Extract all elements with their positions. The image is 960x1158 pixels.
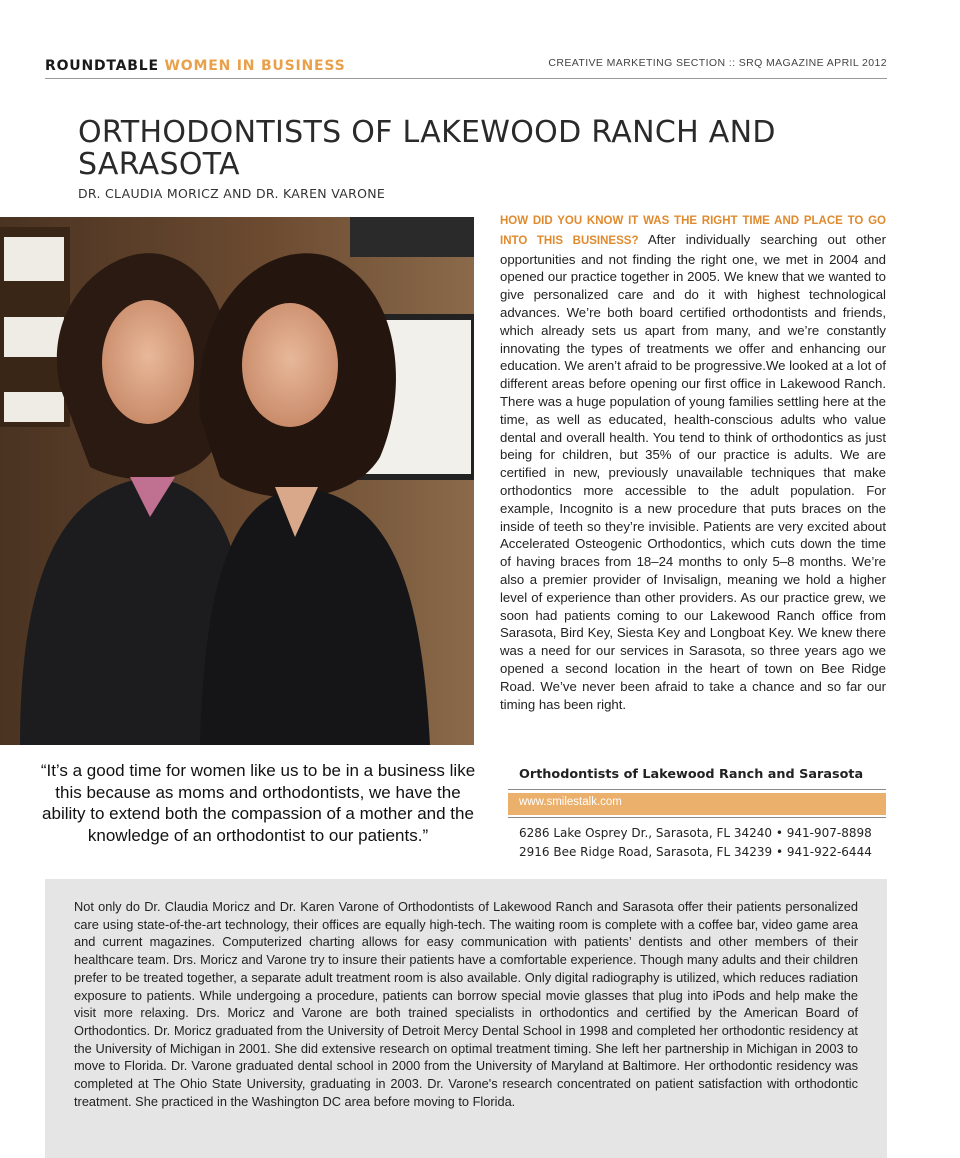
website-link[interactable]: www.smilestalk.com <box>519 796 622 808</box>
card-divider <box>508 789 886 790</box>
address-lakewood: 6286 Lake Osprey Dr., Sarasota, FL 34240 • 941-907-8898 <box>519 826 872 840</box>
article-answer: After individually searching out other opportunities and not finding the right one, we met in 2004 and opened our practice together in 2005. We knew that we wanted to give personalized care and do it with highest technological advances. We’re both board certified orthodontists and friends, which already sets us apart from many, and we’re constantly innovating the types of treatments we offer and enhancing our education. We aren’t afraid to be progressive.We looked at a lot of different areas before opening our first office in Lakewood Ranch. There was a huge population of young families settling here at the time, as well as educated, health-conscious adults who value dental and overall health. You tend to think of orthodontics as just being for children, but 35% of our practice is adults. We are certified in new, previously unavailable techniques that make orthodontics more accessible to the adult population. For example, Incognito is a new procedure that puts braces on the inside of teeth so they’re invisible. Patients are very excited about Accelerated Osteogenic Orthodontics, which cuts down the time of having braces from 18–24 months to only 5–8 months. We’re also a premier provider of Invisalign, meaning we hold a higher level of experience than other providers. As our practice grew, we soon had patients coming to our Lakewood Ranch office from Sarasota, Bird Key, Siesta Key and Longboat Key. We knew there was a need for our services in Sarasota, so three years ago we opened a second location in the heart of town on Bee Ridge Road. We’ve never been afraid to take a chance and so far our timing has been right. <box>500 231 886 712</box>
section-label <box>45 58 346 74</box>
article-body <box>500 211 886 713</box>
website-band <box>508 793 886 815</box>
sidebar-text: Not only do Dr. Claudia Moricz and Dr. Karen Varone of Orthodontists of Lakewood Ranch and Sarasota offer their patients personalized care using state-of-the-art technology, their offices are equally high-tech. The waiting room is complete with a coffee bar, video game area and current magazines. Computerized charting allows for easy communication with patients’ dentists and other members of their healthcare team. Drs. Moricz and Varone try to insure their patients have a comfortable experience. Though many adults and their children prefer to be treated together, a separate adult treatment room is also available. Only digital radiography is utilized, which reduces radiation exposure to patients. While undergoing a procedure, patients can borrow special movie glasses that plug into iPods and help make the visit more relaxing. Drs. Moricz and Varone are both trained specialists in orthodontics and certified by the American Board of Orthodontics. Dr. Moricz graduated from the University of Detroit Mercy Dental School in 1998 and completed her orthodontic residency at the University of Michigan in 2001. She did extensive research on optimal treatment timing. She left her partnership in Michigan in 2003 to move to Florida. Dr. Varone graduated dental school in 2000 from the University of Maryland at Baltimore. Her orthodontic residency was completed at The Ohio State University, graduating in 2003. Dr. Varone's research concentrated on patient satisfaction with orthodontic treatment. She practiced in the Washington DC area before moving to Florida. <box>74 899 858 1109</box>
section-name: ROUNDTABLE <box>45 58 159 74</box>
publication-info: CREATIVE MARKETING SECTION :: SRQ MAGAZINE APRIL 2012 <box>548 57 887 69</box>
card-divider <box>508 817 886 818</box>
pull-quote: “It’s a good time for women like us to be in a business like this because as moms and orthodontists, we have the ability to extend both the compassion of a mother and the knowledge of an orthodontist to our patients.” <box>40 761 476 845</box>
sidebar-box <box>45 879 887 1158</box>
business-name: Orthodontists of Lakewood Ranch and Sarasota <box>519 767 864 782</box>
article-question: HOW DID YOU KNOW IT WAS THE RIGHT TIME AND PLACE TO GO INTO THIS BUSINESS? <box>500 215 886 247</box>
section-accent: WOMEN IN BUSINESS <box>164 58 346 74</box>
byline: DR. CLAUDIA MORICZ AND DR. KAREN VARONE <box>78 186 386 201</box>
portrait-photo <box>0 217 474 745</box>
page-header <box>45 56 887 79</box>
address-sarasota: 2916 Bee Ridge Road, Sarasota, FL 34239 • 941-922-6444 <box>519 845 872 859</box>
article-title: ORTHODONTISTS OF LAKEWOOD RANCH AND SARASOTA <box>78 115 776 182</box>
